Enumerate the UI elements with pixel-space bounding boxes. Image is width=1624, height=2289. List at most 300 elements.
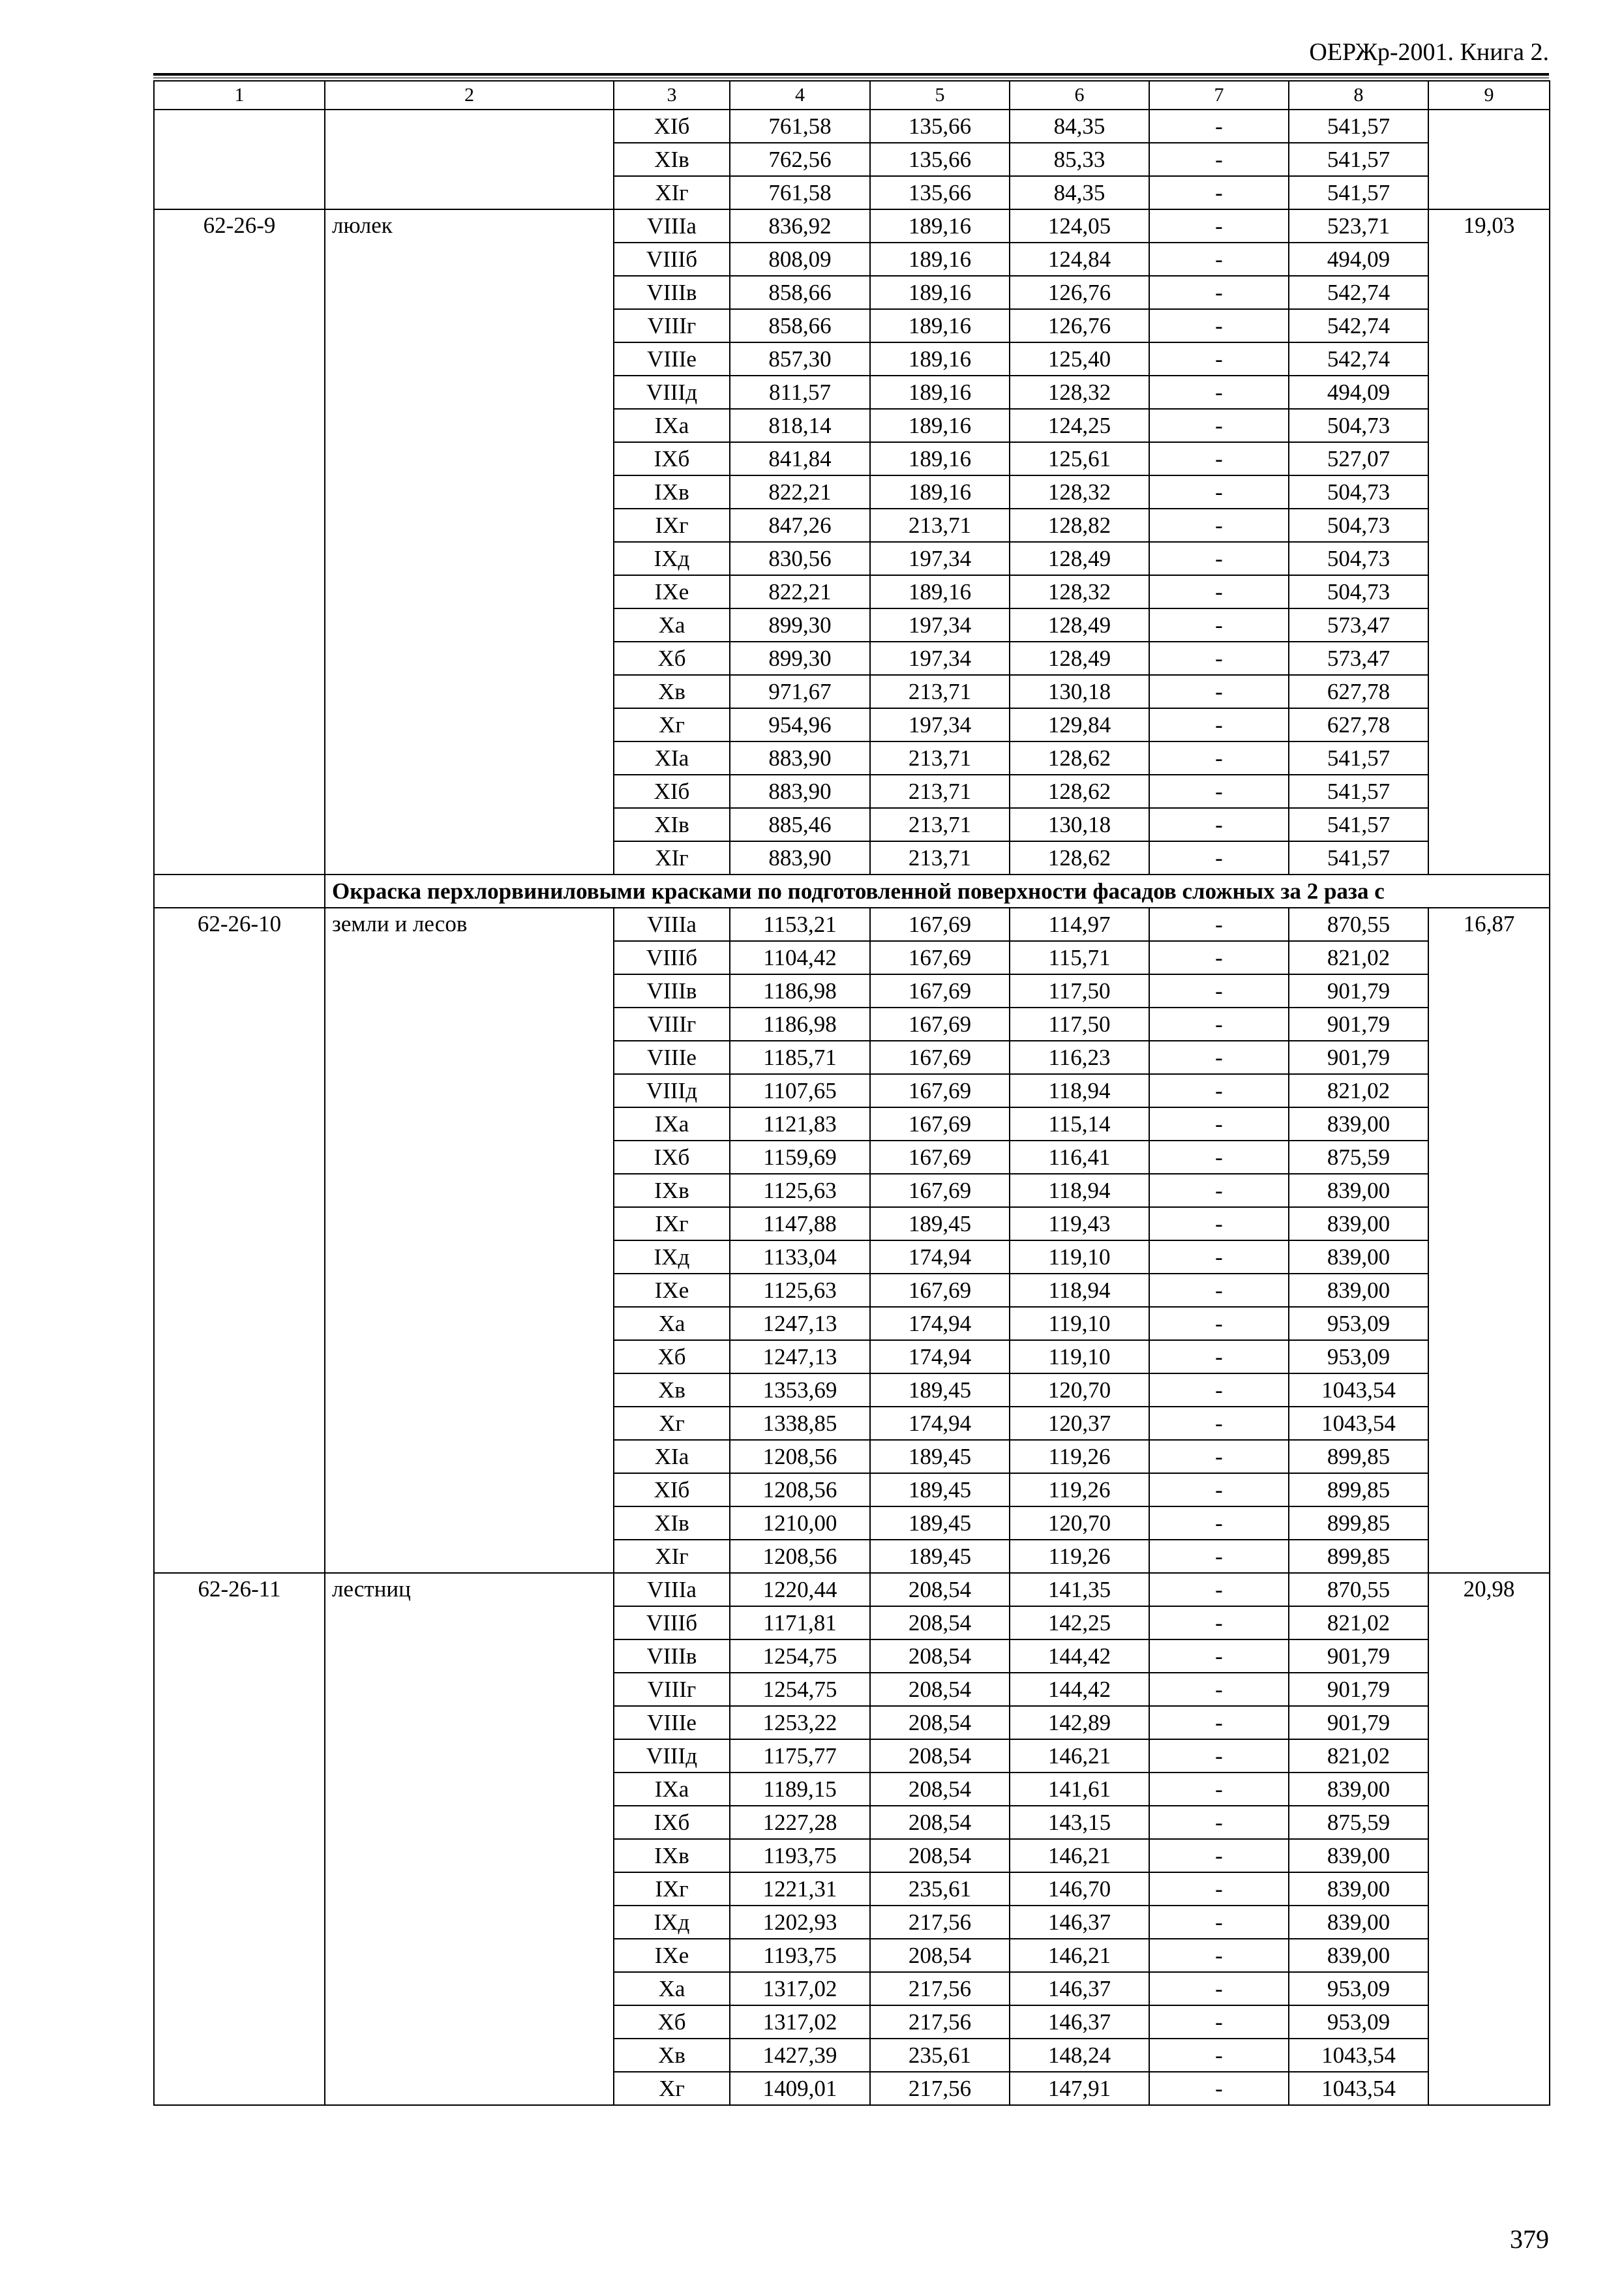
labor-norm: 20,98	[1428, 1573, 1550, 2105]
cell-col-4: 857,30	[730, 342, 870, 376]
cell-col-8: 541,57	[1289, 110, 1428, 143]
cell-col-4: 1208,56	[730, 1473, 870, 1506]
cell-col-8: 821,02	[1289, 1074, 1428, 1107]
cell-col-4: 1121,83	[730, 1107, 870, 1141]
cell-col-8: 1043,54	[1289, 1407, 1428, 1440]
cell-col-7: -	[1149, 1773, 1289, 1806]
cell-col-3: Xв	[614, 675, 730, 708]
cell-col-5: 235,61	[870, 2039, 1010, 2072]
cell-col-6: 126,76	[1010, 309, 1149, 342]
cell-col-5: 197,34	[870, 708, 1010, 741]
cell-col-7: -	[1149, 2039, 1289, 2072]
cell-col-8: 839,00	[1289, 1174, 1428, 1207]
cell-col-5: 217,56	[870, 2072, 1010, 2105]
cell-col-4: 883,90	[730, 775, 870, 808]
work-name: лестниц	[325, 1573, 614, 2105]
cell-col-4: 830,56	[730, 542, 870, 575]
cell-col-4: 1193,75	[730, 1939, 870, 1972]
cell-col-7: -	[1149, 1972, 1289, 2005]
cell-col-7: -	[1149, 1141, 1289, 1174]
cell-col-7: -	[1149, 1806, 1289, 1839]
cell-col-4: 1104,42	[730, 941, 870, 974]
cell-col-8: 839,00	[1289, 1274, 1428, 1307]
rate-code	[154, 110, 325, 209]
cell-col-6: 115,14	[1010, 1107, 1149, 1141]
cell-col-4: 1317,02	[730, 1972, 870, 2005]
cell-col-5: 189,45	[870, 1207, 1010, 1240]
cell-col-5: 174,94	[870, 1307, 1010, 1340]
cell-col-8: 527,07	[1289, 442, 1428, 475]
cell-col-4: 1317,02	[730, 2005, 870, 2039]
cell-col-5: 189,16	[870, 209, 1010, 243]
cell-col-3: Xг	[614, 708, 730, 741]
cell-col-8: 839,00	[1289, 1240, 1428, 1274]
labor-norm: 19,03	[1428, 209, 1550, 875]
cell-col-3: Xа	[614, 1307, 730, 1340]
cell-col-3: IXб	[614, 1806, 730, 1839]
cell-col-5: 167,69	[870, 1074, 1010, 1107]
cell-col-6: 128,32	[1010, 475, 1149, 509]
cell-col-5: 213,71	[870, 841, 1010, 875]
cell-col-6: 148,24	[1010, 2039, 1149, 2072]
cell-col-8: 504,73	[1289, 509, 1428, 542]
cell-col-7: -	[1149, 974, 1289, 1008]
cell-col-3: IXг	[614, 509, 730, 542]
cell-col-4: 954,96	[730, 708, 870, 741]
cell-col-8: 821,02	[1289, 1739, 1428, 1773]
table-row	[154, 209, 1550, 243]
cell-col-8: 627,78	[1289, 675, 1428, 708]
cell-col-3: IXд	[614, 542, 730, 575]
cell-col-4: 1186,98	[730, 1008, 870, 1041]
cell-col-7: -	[1149, 1540, 1289, 1573]
cell-col-5: 208,54	[870, 1839, 1010, 1872]
cell-col-5: 208,54	[870, 1773, 1010, 1806]
cell-col-6: 119,43	[1010, 1207, 1149, 1240]
cell-col-5: 189,16	[870, 243, 1010, 276]
cell-col-5: 167,69	[870, 908, 1010, 941]
cell-col-8: 839,00	[1289, 1839, 1428, 1872]
rate-code: 62-26-10	[154, 908, 325, 1573]
cell-col-7: -	[1149, 342, 1289, 376]
cell-col-3: XIв	[614, 143, 730, 176]
cell-col-3: XIа	[614, 741, 730, 775]
cell-col-8: 953,09	[1289, 1972, 1428, 2005]
work-name	[325, 110, 614, 209]
cell-col-8: 541,57	[1289, 741, 1428, 775]
cell-col-6: 125,40	[1010, 342, 1149, 376]
table-body	[154, 81, 1550, 2105]
cell-col-6: 141,61	[1010, 1773, 1149, 1806]
cell-col-6: 128,62	[1010, 775, 1149, 808]
cell-col-5: 189,16	[870, 575, 1010, 608]
work-name: земли и лесов	[325, 908, 614, 1573]
cell-col-4: 1133,04	[730, 1240, 870, 1274]
cell-col-4: 1247,13	[730, 1307, 870, 1340]
cell-col-7: -	[1149, 2072, 1289, 2105]
cell-col-6: 115,71	[1010, 941, 1149, 974]
cell-col-8: 839,00	[1289, 1207, 1428, 1240]
cell-col-4: 1107,65	[730, 1074, 870, 1107]
cell-col-6: 117,50	[1010, 1008, 1149, 1041]
cell-col-4: 883,90	[730, 841, 870, 875]
cell-col-6: 120,37	[1010, 1407, 1149, 1440]
cell-col-8: 901,79	[1289, 1706, 1428, 1739]
cell-col-6: 119,26	[1010, 1473, 1149, 1506]
column-number: 9	[1428, 81, 1550, 110]
cell-col-6: 128,62	[1010, 841, 1149, 875]
cell-col-7: -	[1149, 176, 1289, 209]
cell-col-8: 953,09	[1289, 1307, 1428, 1340]
cell-col-3: IXа	[614, 1773, 730, 1806]
cell-col-4: 1202,93	[730, 1906, 870, 1939]
cell-col-7: -	[1149, 642, 1289, 675]
cell-col-8: 1043,54	[1289, 2072, 1428, 2105]
section-spacer	[154, 875, 325, 908]
cell-col-4: 1427,39	[730, 2039, 870, 2072]
cell-col-5: 189,16	[870, 309, 1010, 342]
cell-col-6: 84,35	[1010, 110, 1149, 143]
cell-col-3: IXг	[614, 1207, 730, 1240]
cell-col-4: 1254,75	[730, 1673, 870, 1706]
cell-col-4: 847,26	[730, 509, 870, 542]
cell-col-4: 1125,63	[730, 1174, 870, 1207]
cell-col-3: Xа	[614, 1972, 730, 2005]
cell-col-8: 901,79	[1289, 974, 1428, 1008]
cell-col-4: 1193,75	[730, 1839, 870, 1872]
cell-col-3: VIIIб	[614, 1606, 730, 1639]
cell-col-7: -	[1149, 1440, 1289, 1473]
cell-col-3: Xб	[614, 642, 730, 675]
cell-col-4: 761,58	[730, 110, 870, 143]
cell-col-4: 841,84	[730, 442, 870, 475]
cell-col-3: IXб	[614, 1141, 730, 1174]
cell-col-8: 541,57	[1289, 808, 1428, 841]
cell-col-6: 144,42	[1010, 1673, 1149, 1706]
cell-col-5: 167,69	[870, 1041, 1010, 1074]
cell-col-5: 208,54	[870, 1739, 1010, 1773]
cell-col-3: IXа	[614, 1107, 730, 1141]
cell-col-6: 114,97	[1010, 908, 1149, 941]
cell-col-7: -	[1149, 1407, 1289, 1440]
cell-col-5: 217,56	[870, 1972, 1010, 2005]
cell-col-3: XIг	[614, 176, 730, 209]
cell-col-6: 128,49	[1010, 608, 1149, 642]
cell-col-4: 883,90	[730, 741, 870, 775]
cell-col-6: 119,10	[1010, 1240, 1149, 1274]
cell-col-4: 1208,56	[730, 1540, 870, 1573]
cell-col-6: 146,70	[1010, 1872, 1149, 1906]
column-number: 8	[1289, 81, 1428, 110]
cell-col-7: -	[1149, 1107, 1289, 1141]
cell-col-7: -	[1149, 708, 1289, 741]
cell-col-7: -	[1149, 409, 1289, 442]
cell-col-5: 197,34	[870, 608, 1010, 642]
cell-col-7: -	[1149, 1506, 1289, 1540]
cell-col-5: 208,54	[870, 1706, 1010, 1739]
cell-col-4: 1338,85	[730, 1407, 870, 1440]
cell-col-6: 142,25	[1010, 1606, 1149, 1639]
cell-col-8: 870,55	[1289, 908, 1428, 941]
cell-col-6: 142,89	[1010, 1706, 1149, 1739]
cell-col-6: 124,05	[1010, 209, 1149, 243]
work-name: люлек	[325, 209, 614, 875]
cell-col-6: 147,91	[1010, 2072, 1149, 2105]
cell-col-5: 189,16	[870, 376, 1010, 409]
cell-col-3: VIIIв	[614, 276, 730, 309]
cell-col-8: 573,47	[1289, 642, 1428, 675]
cell-col-5: 135,66	[870, 176, 1010, 209]
labor-norm: 16,87	[1428, 908, 1550, 1573]
section-title-row	[154, 875, 1550, 908]
cell-col-8: 901,79	[1289, 1041, 1428, 1074]
column-number: 3	[614, 81, 730, 110]
cell-col-5: 167,69	[870, 1174, 1010, 1207]
cell-col-6: 119,10	[1010, 1307, 1149, 1340]
cell-col-8: 901,79	[1289, 1639, 1428, 1673]
cell-col-4: 1186,98	[730, 974, 870, 1008]
cell-col-6: 117,50	[1010, 974, 1149, 1008]
cell-col-3: VIIIв	[614, 1639, 730, 1673]
cell-col-7: -	[1149, 442, 1289, 475]
cell-col-5: 189,45	[870, 1506, 1010, 1540]
cell-col-4: 811,57	[730, 376, 870, 409]
cell-col-7: -	[1149, 110, 1289, 143]
document-header: ОЕРЖр-2001. Книга 2.	[1309, 38, 1549, 66]
cell-col-7: -	[1149, 209, 1289, 243]
cell-col-3: IXг	[614, 1872, 730, 1906]
cell-col-8: 870,55	[1289, 1573, 1428, 1606]
cell-col-6: 118,94	[1010, 1274, 1149, 1307]
cell-col-8: 523,71	[1289, 209, 1428, 243]
cell-col-7: -	[1149, 1240, 1289, 1274]
cell-col-7: -	[1149, 1274, 1289, 1307]
cell-col-8: 899,85	[1289, 1540, 1428, 1573]
cell-col-5: 213,71	[870, 509, 1010, 542]
column-number: 1	[154, 81, 325, 110]
cell-col-4: 899,30	[730, 608, 870, 642]
cell-col-6: 126,76	[1010, 276, 1149, 309]
cell-col-4: 836,92	[730, 209, 870, 243]
column-number: 5	[870, 81, 1010, 110]
cell-col-8: 875,59	[1289, 1141, 1428, 1174]
cell-col-6: 143,15	[1010, 1806, 1149, 1839]
cell-col-7: -	[1149, 808, 1289, 841]
cell-col-5: 167,69	[870, 1274, 1010, 1307]
cell-col-7: -	[1149, 675, 1289, 708]
cell-col-5: 197,34	[870, 542, 1010, 575]
table-row	[154, 908, 1550, 941]
cell-col-5: 208,54	[870, 1806, 1010, 1839]
cell-col-7: -	[1149, 1872, 1289, 1906]
cell-col-8: 821,02	[1289, 1606, 1428, 1639]
cell-col-7: -	[1149, 542, 1289, 575]
cell-col-4: 1253,22	[730, 1706, 870, 1739]
cell-col-6: 84,35	[1010, 176, 1149, 209]
cell-col-8: 839,00	[1289, 1773, 1428, 1806]
cell-col-4: 762,56	[730, 143, 870, 176]
rate-code: 62-26-9	[154, 209, 325, 875]
cell-col-5: 167,69	[870, 941, 1010, 974]
cell-col-4: 1247,13	[730, 1340, 870, 1373]
cell-col-8: 839,00	[1289, 1872, 1428, 1906]
cell-col-7: -	[1149, 1639, 1289, 1673]
cell-col-5: 174,94	[870, 1407, 1010, 1440]
cell-col-7: -	[1149, 1706, 1289, 1739]
cell-col-5: 217,56	[870, 1906, 1010, 1939]
cell-col-3: IXв	[614, 1174, 730, 1207]
cell-col-7: -	[1149, 1373, 1289, 1407]
cell-col-3: VIIIа	[614, 209, 730, 243]
cell-col-4: 1171,81	[730, 1606, 870, 1639]
cell-col-8: 821,02	[1289, 941, 1428, 974]
cell-col-7: -	[1149, 908, 1289, 941]
cell-col-6: 128,49	[1010, 642, 1149, 675]
cell-col-3: IXв	[614, 475, 730, 509]
cell-col-5: 208,54	[870, 1639, 1010, 1673]
column-number: 6	[1010, 81, 1149, 110]
cell-col-7: -	[1149, 1573, 1289, 1606]
cell-col-7: -	[1149, 1174, 1289, 1207]
cell-col-7: -	[1149, 243, 1289, 276]
cell-col-8: 953,09	[1289, 1340, 1428, 1373]
cell-col-5: 197,34	[870, 642, 1010, 675]
cell-col-8: 504,73	[1289, 575, 1428, 608]
cell-col-8: 839,00	[1289, 1906, 1428, 1939]
cell-col-4: 1185,71	[730, 1041, 870, 1074]
cell-col-4: 808,09	[730, 243, 870, 276]
cell-col-6: 146,21	[1010, 1739, 1149, 1773]
cell-col-8: 494,09	[1289, 243, 1428, 276]
cell-col-8: 504,73	[1289, 475, 1428, 509]
cell-col-4: 1409,01	[730, 2072, 870, 2105]
cell-col-7: -	[1149, 509, 1289, 542]
cell-col-6: 144,42	[1010, 1639, 1149, 1673]
price-table	[153, 80, 1550, 2106]
cell-col-8: 839,00	[1289, 1939, 1428, 1972]
cell-col-5: 167,69	[870, 1141, 1010, 1174]
cell-col-7: -	[1149, 841, 1289, 875]
cell-col-8: 494,09	[1289, 376, 1428, 409]
cell-col-3: XIб	[614, 110, 730, 143]
cell-col-6: 116,23	[1010, 1041, 1149, 1074]
cell-col-8: 899,85	[1289, 1506, 1428, 1540]
rate-code: 62-26-11	[154, 1573, 325, 2105]
cell-col-3: XIб	[614, 1473, 730, 1506]
cell-col-7: -	[1149, 741, 1289, 775]
cell-col-6: 146,37	[1010, 2005, 1149, 2039]
cell-col-6: 120,70	[1010, 1506, 1149, 1540]
cell-col-3: VIIIе	[614, 1706, 730, 1739]
cell-col-3: IXд	[614, 1906, 730, 1939]
cell-col-8: 541,57	[1289, 841, 1428, 875]
cell-col-4: 822,21	[730, 475, 870, 509]
cell-col-5: 217,56	[870, 2005, 1010, 2039]
cell-col-6: 124,25	[1010, 409, 1149, 442]
cell-col-5: 208,54	[870, 1573, 1010, 1606]
cell-col-7: -	[1149, 376, 1289, 409]
cell-col-8: 899,85	[1289, 1440, 1428, 1473]
cell-col-3: XIг	[614, 1540, 730, 1573]
cell-col-5: 213,71	[870, 675, 1010, 708]
cell-col-8: 875,59	[1289, 1806, 1428, 1839]
cell-col-8: 627,78	[1289, 708, 1428, 741]
cell-col-6: 129,84	[1010, 708, 1149, 741]
cell-col-7: -	[1149, 608, 1289, 642]
cell-col-3: IXе	[614, 575, 730, 608]
cell-col-4: 1125,63	[730, 1274, 870, 1307]
cell-col-4: 1153,21	[730, 908, 870, 941]
cell-col-3: IXа	[614, 409, 730, 442]
cell-col-6: 128,32	[1010, 575, 1149, 608]
cell-col-3: Xг	[614, 1407, 730, 1440]
cell-col-7: -	[1149, 1041, 1289, 1074]
cell-col-6: 124,84	[1010, 243, 1149, 276]
cell-col-6: 128,62	[1010, 741, 1149, 775]
cell-col-5: 213,71	[870, 808, 1010, 841]
cell-col-3: VIIIв	[614, 974, 730, 1008]
cell-col-3: Xв	[614, 1373, 730, 1407]
cell-col-6: 118,94	[1010, 1174, 1149, 1207]
cell-col-6: 119,26	[1010, 1540, 1149, 1573]
cell-col-5: 167,69	[870, 1107, 1010, 1141]
cell-col-7: -	[1149, 575, 1289, 608]
cell-col-6: 125,61	[1010, 442, 1149, 475]
cell-col-3: IXд	[614, 1240, 730, 1274]
cell-col-6: 118,94	[1010, 1074, 1149, 1107]
cell-col-6: 128,49	[1010, 542, 1149, 575]
cell-col-3: IXв	[614, 1839, 730, 1872]
cell-col-8: 1043,54	[1289, 1373, 1428, 1407]
cell-col-6: 146,37	[1010, 1906, 1149, 1939]
cell-col-3: Xб	[614, 1340, 730, 1373]
cell-col-4: 1208,56	[730, 1440, 870, 1473]
cell-col-3: XIв	[614, 808, 730, 841]
cell-col-8: 541,57	[1289, 775, 1428, 808]
cell-col-5: 189,16	[870, 442, 1010, 475]
cell-col-7: -	[1149, 143, 1289, 176]
cell-col-5: 174,94	[870, 1340, 1010, 1373]
cell-col-3: XIв	[614, 1506, 730, 1540]
cell-col-8: 573,47	[1289, 608, 1428, 642]
cell-col-5: 208,54	[870, 1673, 1010, 1706]
table-row	[154, 1573, 1550, 1606]
header-rule	[153, 73, 1549, 76]
cell-col-4: 1147,88	[730, 1207, 870, 1240]
cell-col-6: 146,21	[1010, 1839, 1149, 1872]
cell-col-8: 541,57	[1289, 176, 1428, 209]
cell-col-3: VIIIд	[614, 376, 730, 409]
cell-col-4: 1227,28	[730, 1806, 870, 1839]
cell-col-8: 1043,54	[1289, 2039, 1428, 2072]
cell-col-8: 541,57	[1289, 143, 1428, 176]
cell-col-4: 971,67	[730, 675, 870, 708]
cell-col-5: 135,66	[870, 143, 1010, 176]
cell-col-3: VIIIа	[614, 908, 730, 941]
cell-col-4: 885,46	[730, 808, 870, 841]
cell-col-5: 189,45	[870, 1440, 1010, 1473]
cell-col-5: 189,16	[870, 342, 1010, 376]
cell-col-7: -	[1149, 941, 1289, 974]
cell-col-4: 858,66	[730, 309, 870, 342]
cell-col-7: -	[1149, 1673, 1289, 1706]
cell-col-7: -	[1149, 1340, 1289, 1373]
cell-col-4: 761,58	[730, 176, 870, 209]
cell-col-7: -	[1149, 1473, 1289, 1506]
cell-col-8: 899,85	[1289, 1473, 1428, 1506]
cell-col-3: VIIIг	[614, 1008, 730, 1041]
cell-col-3: VIIIг	[614, 309, 730, 342]
